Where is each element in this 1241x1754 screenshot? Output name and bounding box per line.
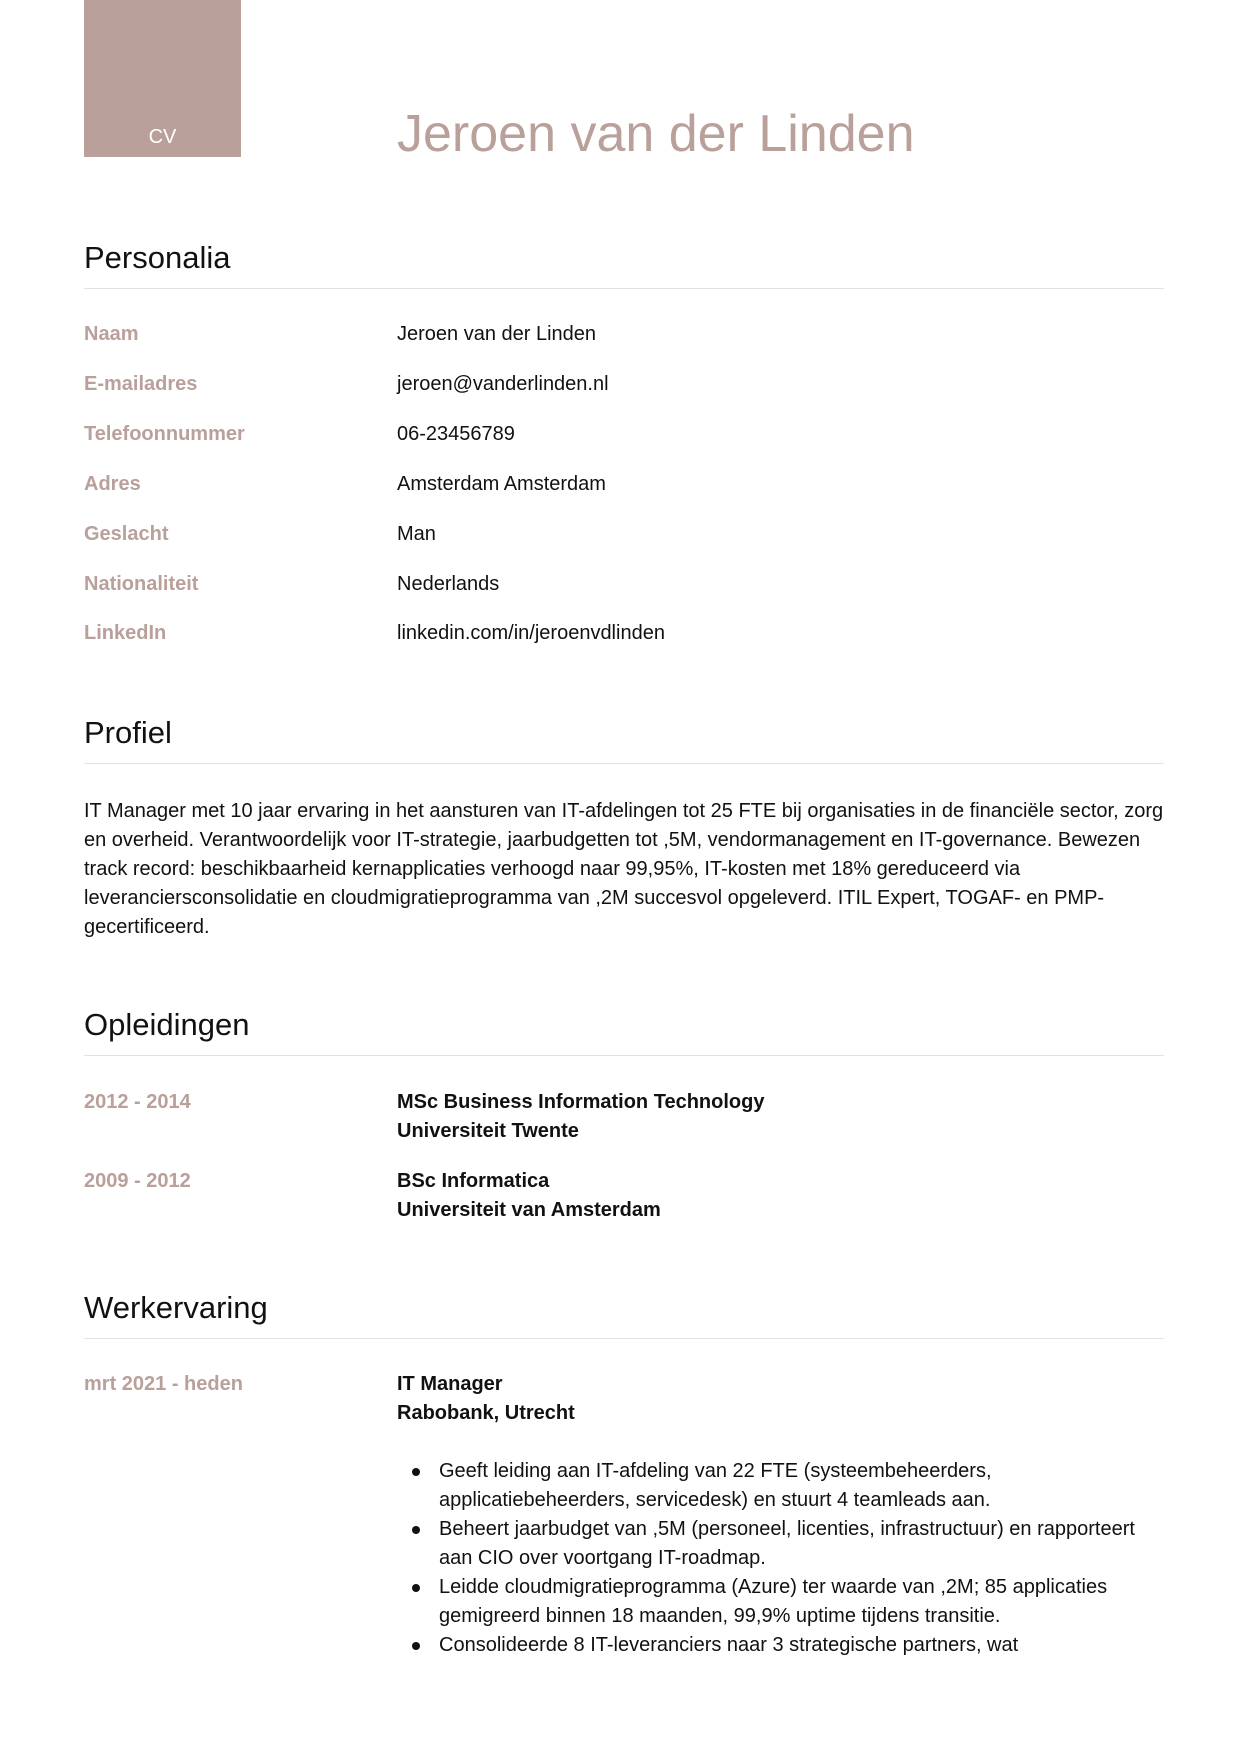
field-label: E-mailadres bbox=[84, 373, 198, 395]
field-label: Naam bbox=[84, 323, 139, 345]
field-value: Nederlands bbox=[397, 573, 500, 595]
section-personalia bbox=[84, 240, 1164, 289]
field-label: Geslacht bbox=[84, 523, 169, 545]
field-value: 06-23456789 bbox=[397, 423, 515, 445]
field-label: Adres bbox=[84, 473, 141, 495]
field-value: jeroen@vanderlinden.nl bbox=[397, 373, 609, 395]
education-details bbox=[397, 1088, 1164, 1146]
candidate-name: Jeroen van der Linden bbox=[397, 105, 915, 163]
profile-summary: IT Manager met 10 jaar ervaring in het aansturen van IT-afdelingen tot 25 FTE bij organisaties in de financiële sector, zorg en overheid. Verantwoordelijk voor IT-strategie, jaarbudgetten tot ,5M, vendormanagement en IT-governance. Bewezen track record: beschikbaarheid kernapplicaties verhoogd naar 99,95%, IT-kosten met 18% gereduceerd via leveranciersconsolidatie en cloudmigratieprogramma van ,2M succesvol opgeleverd. ITIL Expert, TOGAF- en PMP-gecertificeerd. bbox=[84, 800, 1164, 938]
list-item: Beheert jaarbudget van ,5M (personeel, licenties, infrastructuur) en rapporteert aan CIO over voortgang IT-roadmap. bbox=[439, 1515, 1164, 1573]
education-period: 2012 - 2014 bbox=[84, 1091, 191, 1113]
field-label: Telefoonnummer bbox=[84, 423, 245, 445]
section-divider bbox=[84, 288, 1164, 289]
section-divider bbox=[84, 763, 1164, 764]
section-title-werkervaring: Werkervaring bbox=[84, 1290, 268, 1325]
work-details bbox=[397, 1370, 1164, 1660]
cv-badge bbox=[84, 0, 241, 157]
field-value: Amsterdam Amsterdam bbox=[397, 473, 606, 495]
list-item: Geeft leiding aan IT-afdeling van 22 FTE (systeembeheerders, applicatiebeheerders, servicedesk) en stuurt 4 teamleads aan. bbox=[439, 1457, 1164, 1515]
list-item: Consolideerde 8 IT-leveranciers naar 3 strategische partners, wat bbox=[439, 1631, 1164, 1660]
field-label: Nationaliteit bbox=[84, 573, 199, 595]
cv-badge-label: CV bbox=[148, 126, 177, 148]
field-value: Jeroen van der Linden bbox=[397, 323, 597, 345]
section-werkervaring bbox=[84, 1290, 1164, 1339]
section-profiel bbox=[84, 715, 1164, 764]
education-period: 2009 - 2012 bbox=[84, 1170, 191, 1192]
work-role: IT Manager bbox=[397, 1373, 503, 1395]
field-value: Man bbox=[397, 523, 436, 545]
field-value: linkedin.com/in/jeroenvdlinden bbox=[397, 622, 665, 644]
education-school: Universiteit van Amsterdam bbox=[397, 1199, 661, 1221]
education-degree: BSc Informatica bbox=[397, 1170, 550, 1192]
education-school: Universiteit Twente bbox=[397, 1120, 579, 1142]
work-period: mrt 2021 - heden bbox=[84, 1373, 243, 1395]
section-title-opleidingen: Opleidingen bbox=[84, 1007, 250, 1042]
education-details bbox=[397, 1167, 1164, 1225]
section-title-profiel: Profiel bbox=[84, 715, 172, 750]
field-label: LinkedIn bbox=[84, 622, 167, 644]
work-responsibilities bbox=[397, 1457, 1164, 1660]
section-divider bbox=[84, 1055, 1164, 1056]
list-item: Leidde cloudmigratieprogramma (Azure) ter waarde van ,2M; 85 applicaties gemigreerd binnen 18 maanden, 99,9% uptime tijdens transitie. bbox=[439, 1573, 1164, 1631]
education-degree: MSc Business Information Technology bbox=[397, 1091, 765, 1113]
work-company: Rabobank, Utrecht bbox=[397, 1402, 575, 1424]
section-title-personalia: Personalia bbox=[84, 240, 231, 275]
section-opleidingen bbox=[84, 1007, 1164, 1056]
section-divider bbox=[84, 1338, 1164, 1339]
